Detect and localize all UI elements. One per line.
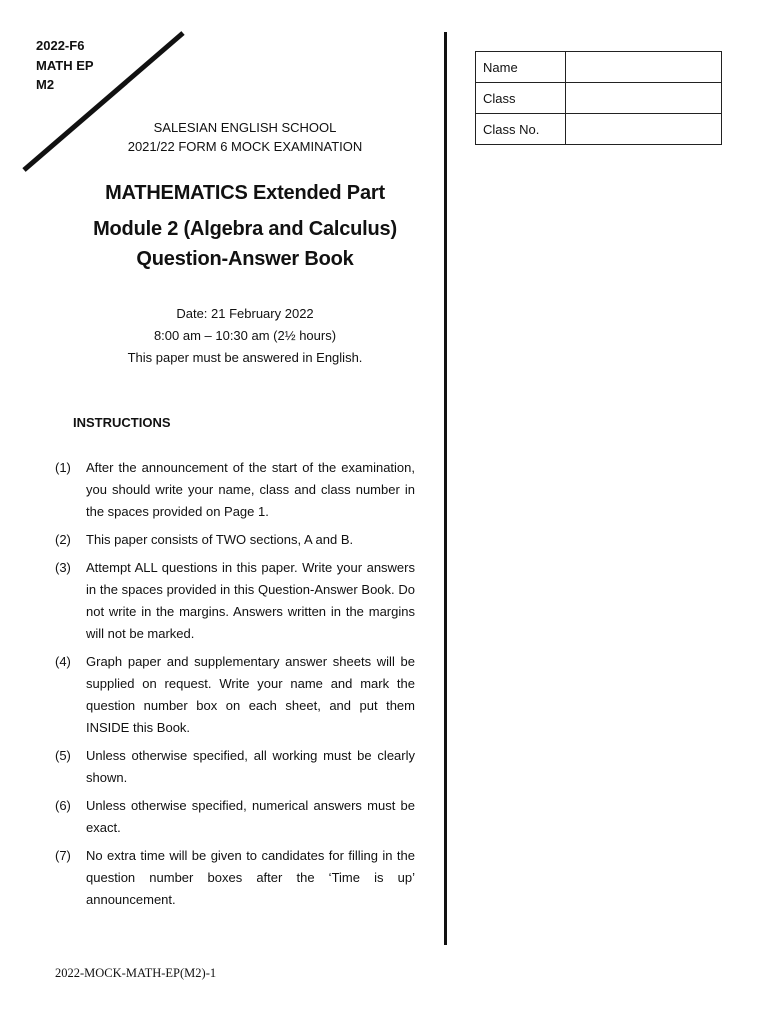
instruction-text: No extra time will be given to candidates for filling in the question number boxes after the ‘Time is up’ announcement. bbox=[86, 848, 415, 907]
instructions-list bbox=[55, 457, 415, 917]
instruction-number: (4) bbox=[55, 654, 71, 669]
instruction-item bbox=[55, 845, 415, 911]
exam-time: 8:00 am – 10:30 am (2½ hours) bbox=[153, 328, 337, 343]
class-no-label: Class No. bbox=[476, 114, 566, 145]
instruction-number: (3) bbox=[55, 560, 71, 575]
page-footer: 2022-MOCK-MATH-EP(M2)-1 bbox=[55, 966, 217, 980]
instruction-number: (1) bbox=[55, 460, 71, 475]
page-divider bbox=[444, 32, 447, 945]
exam-date: Date: 21 February 2022 bbox=[176, 306, 314, 321]
name-label: Name bbox=[476, 52, 566, 83]
instruction-number: (6) bbox=[55, 798, 71, 813]
instruction-text: Graph paper and supplementary answer sheets will be supplied on request. Write your name and mark the question number box on each sheet, and put them INSIDE this Book. bbox=[86, 654, 415, 735]
table-row bbox=[476, 83, 722, 114]
instruction-item bbox=[55, 745, 415, 789]
instruction-text: Unless otherwise specified, all working must be clearly shown. bbox=[86, 748, 415, 785]
instruction-number: (2) bbox=[55, 532, 71, 547]
instruction-text: Attempt ALL questions in this paper. Write your answers in the spaces provided in this Question-Answer Book. Do not write in the margins. Answers written in the margins will not be marked. bbox=[86, 560, 415, 641]
title-line-2: Module 2 (Algebra and Calculus) bbox=[93, 218, 397, 240]
paper-code-line: MATH EP bbox=[36, 57, 94, 73]
class-no-field[interactable] bbox=[566, 114, 722, 145]
instruction-item bbox=[55, 529, 415, 551]
school-name: SALESIAN ENGLISH SCHOOL bbox=[153, 120, 337, 135]
instruction-item bbox=[55, 795, 415, 839]
instructions-heading: INSTRUCTIONS bbox=[73, 415, 171, 430]
class-label: Class bbox=[476, 83, 566, 114]
instruction-item bbox=[55, 651, 415, 739]
instruction-item bbox=[55, 457, 415, 523]
instruction-number: (5) bbox=[55, 748, 71, 763]
paper-code-line: M2 bbox=[36, 77, 55, 92]
instruction-text: Unless otherwise specified, numerical answers must be exact. bbox=[86, 798, 415, 835]
instruction-text: This paper consists of TWO sections, A and B. bbox=[86, 532, 354, 547]
name-field[interactable] bbox=[566, 52, 722, 83]
title-line-3: Question-Answer Book bbox=[136, 248, 354, 270]
paper-code-line: 2022-F6 bbox=[36, 38, 85, 53]
candidate-info-table bbox=[475, 51, 722, 145]
title-line-1: MATHEMATICS Extended Part bbox=[105, 182, 385, 204]
class-field[interactable] bbox=[566, 83, 722, 114]
instruction-number: (7) bbox=[55, 848, 71, 863]
exam-language: This paper must be answered in English. bbox=[127, 350, 363, 365]
table-row bbox=[476, 52, 722, 83]
table-row bbox=[476, 114, 722, 145]
instruction-item bbox=[55, 557, 415, 645]
instruction-text: After the announcement of the start of the examination, you should write your name, class and class number in the spaces provided on Page 1. bbox=[86, 460, 415, 519]
exam-name: 2021/22 FORM 6 MOCK EXAMINATION bbox=[127, 139, 363, 154]
